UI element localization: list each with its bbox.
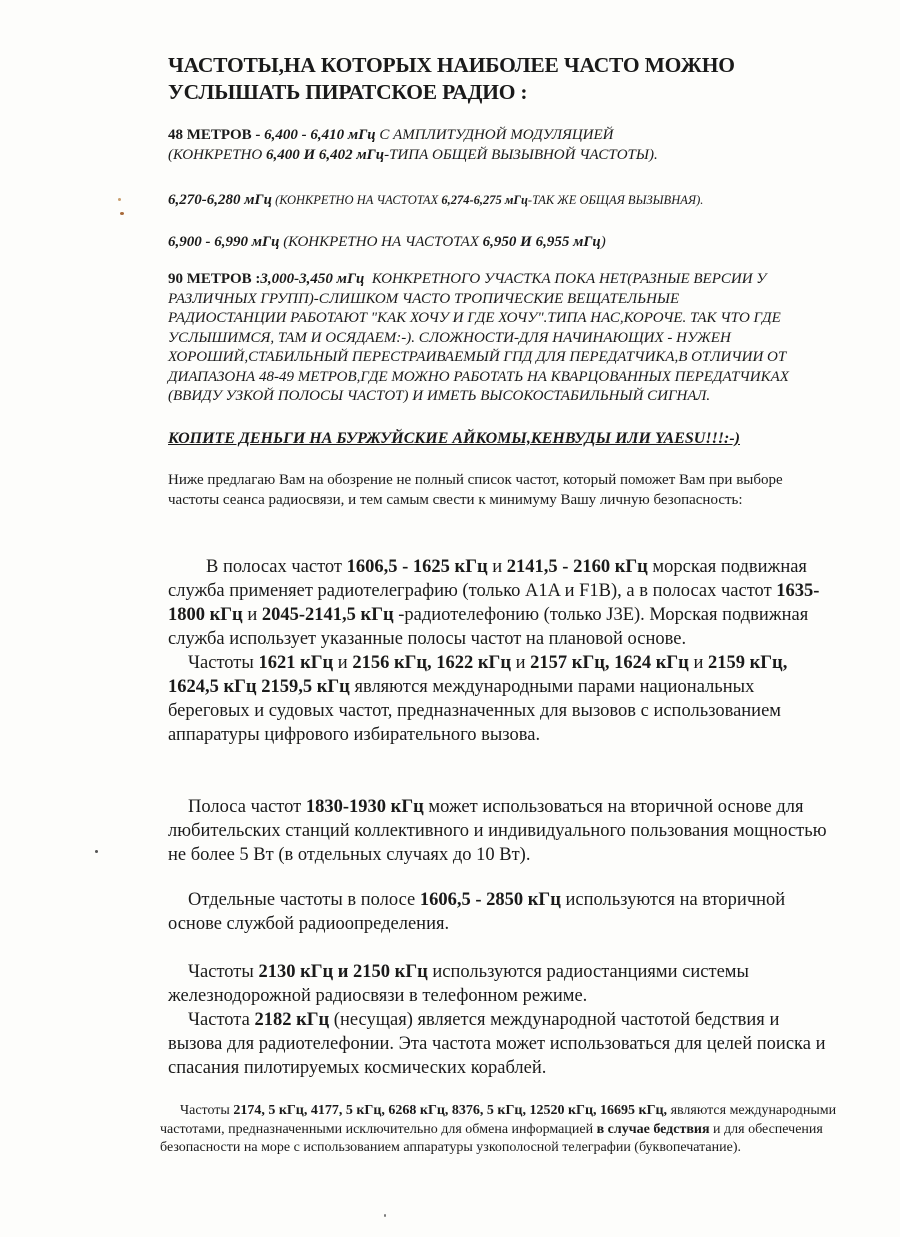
p6-text: (несущая) является международной частотой бедствия и вызова для радиотелефонии. Эта частота может использоваться для целей поиска и спасания пилотируемых космических кораблей. [168,1010,826,1078]
p5-freq: 2130 кГц и 2150 кГц [258,962,428,982]
p4-freq: 1606,5 - 2850 кГц [419,890,561,910]
p7-text: являются международными частотами, предназначенными исключительно для обмена информацией [160,1103,837,1137]
title-line-1: ЧАСТОТЫ,НА КОТОРЫХ НАИБОЛЕЕ ЧАСТО МОЖНО [168,53,735,77]
band-6270-text-2: -ТАК ЖЕ ОБЩАЯ ВЫЗЫВНАЯ). [527,193,704,207]
p3-text: Полоса частот [188,797,306,817]
intro-paragraph: Ниже предлагаю Вам на обозрение не полный список частот, который поможет Вам при выборе частоты сеанса радиосвязи, и тем самым свести к минимуму Вашу личную безопасность: [168,472,783,508]
band-90m-range: 3,000-3,450 мГц [260,271,365,287]
p7-freq: 2174, 5 кГц, 4177, 5 кГц, 6268 кГц, 8376, 5 кГц, 12520 кГц, 16695 кГц, [233,1103,668,1118]
band-48m-label: 48 МЕТРОВ - [168,127,265,143]
band-90m-line: КОНКРЕТНОГО УЧАСТКА ПОКА НЕТ(РАЗНЫЕ ВЕРСИИ У [364,271,767,287]
p6-freq: 2182 кГц [254,1010,330,1030]
band-48m [168,125,848,165]
paragraph-railway [168,960,828,1080]
p1-text: -радиотелефонию (только J3E). Морская подвижная служба использует указанные полосы частот на плановой основе. [168,605,809,649]
p1-text: и [487,557,507,577]
band-6900-text: (КОНКРЕТНО НА ЧАСТОТАХ [279,234,483,250]
scan-speck [95,850,98,853]
band-6270 [168,190,848,210]
p7-text: и для обеспечения безопасности на море с использованием аппаратуры узкополосной телеграфии (буквопечатание). [160,1121,823,1155]
band-6270-range: 6,270-6,280 мГц [168,192,272,208]
paragraph-amateur-band [168,795,848,867]
band-6900 [168,232,848,252]
p1-text: и [242,605,262,625]
band-6900-freq: 6,950 И 6,955 мГц [482,234,601,250]
p5-text: используются радиостанциями системы железнодорожной радиосвязи в телефонном режиме. [168,962,749,1006]
p4-text: Отдельные частоты в полосе [188,890,420,910]
p1-freq: 1635-1800 кГц [168,581,820,625]
band-6900-range: 6,900 - 6,990 мГц [168,234,280,250]
p2-freq: 2156 кГц, 1622 кГц [352,653,511,673]
slogan: КОПИТЕ ДЕНЬГИ НА БУРЖУЙСКИЕ АЙКОМЫ,КЕНВУДЫ ИЛИ YAESU!!!:-) [168,430,740,447]
band-48m-text-2: (КОНКРЕТНО [168,147,266,163]
paragraph-radiodetermination [168,888,788,936]
p1-freq: 1606,5 - 1625 кГц [346,557,488,577]
band-90m-line: ХОРОШИЙ,СТАБИЛЬНЫЙ ПЕРЕСТРАИВАЕМЫЙ ГПД ДЛЯ ПЕРЕДАТЧИКА,В ОТЛИЧИИ ОТ [168,349,787,365]
p4-text: используются на вторичной основе службой радиоопределения. [168,890,786,934]
band-48m-text: С АМПЛИТУДНОЙ МОДУЛЯЦИЕЙ [375,127,614,143]
scan-speck [384,1214,386,1217]
p5-text: Частоты [188,962,259,982]
band-90m-label: 90 МЕТРОВ : [168,271,261,287]
document-title [168,52,848,106]
scan-speck [118,198,121,201]
band-48m-text-3: -ТИПА ОБЩЕЙ ВЫЗЫВНОЙ ЧАСТОТЫ). [384,147,658,163]
p2-freq: 1621 кГц [258,653,334,673]
title-line-2: УСЛЫШАТЬ ПИРАТСКОЕ РАДИО : [168,80,528,104]
band-90m-line: (ВВИДУ УЗКОЙ ПОЛОСЫ ЧАСТОТ) И ИМЕТЬ ВЫСОКОСТАБИЛЬНЫЙ СИГНАЛ. [168,388,711,404]
p7-emphasis: в случае бедствия [596,1121,710,1137]
p2-text: являются международными парами национальных береговых и судовых частот, предназначенных для вызовов с использованием аппаратуры цифрового избирательного вызова. [168,677,782,745]
p1-freq: 2141,5 - 2160 кГц [506,557,648,577]
p6-text: Частота [188,1010,255,1030]
band-90m-line: РАЗЛИЧНЫХ ГРУПП)-СЛИШКОМ ЧАСТО ТРОПИЧЕСКИЕ ВЕЩАТЕЛЬНЫЕ [168,290,680,307]
band-6270-text: (КОНКРЕТНО НА ЧАСТОТАХ [271,193,442,207]
p1-text: В полосах частот [206,557,347,577]
band-90m-line: УСЛЫШИМСЯ, ТАМ И ОСЯДАЕМ:-). СЛОЖНОСТИ-ДЛЯ НАЧИНАЮЩИХ - НУЖЕН [168,329,731,346]
paragraph-dsc-pairs [168,651,838,747]
band-48m-freq: 6,400 И 6,402 мГц [265,147,385,163]
p2-text: и [511,653,531,673]
paragraph-maritime-bands [168,555,838,747]
p2-freq: 2157 кГц, 1624 кГц [530,653,689,673]
p2-text: и [333,653,353,673]
p1-freq: 2045-2141,5 кГц [261,605,394,625]
p2-freq: 2159 кГц, 1624,5 кГц 2159,5 кГц [168,653,788,697]
band-90m-line: РАДИОСТАНЦИИ РАБОТАЮТ "КАК ХОЧУ И ГДЕ ХОЧУ".ТИПА НАС,КОРОЧЕ. ТАК ЧТО ГДЕ [168,310,781,326]
paragraph-distress-2182 [168,1008,828,1080]
p1-text: морская подвижная служба применяет радиотелеграфию (только A1A и F1B), а в полосах частот [168,557,807,601]
band-6900-text-2: ) [600,234,606,250]
p3-text: может использоваться на вторичной основе для любительских станций коллективного и индивидуального пользования мощностью не более 5 Вт (в отдельных случаях до 10 Вт). [168,797,827,865]
p3-freq: 1830-1930 кГц [305,797,424,817]
p2-text: и [688,653,708,673]
band-48m-range: 6,400 - 6,410 мГц [264,127,376,143]
p7-text: Частоты [180,1103,234,1118]
p2-text: Частоты [188,653,259,673]
scan-speck [120,212,124,215]
paragraph-distress-telegraphy [160,1102,840,1158]
band-6270-freq: 6,274-6,275 мГц [441,193,528,207]
band-90m-line: ДИАПАЗОНА 48-49 МЕТРОВ,ГДЕ МОЖНО РАБОТАТЬ НА КВАРЦОВАННЫХ ПЕРЕДАТЧИКАХ [168,368,789,385]
band-90m [168,270,848,407]
